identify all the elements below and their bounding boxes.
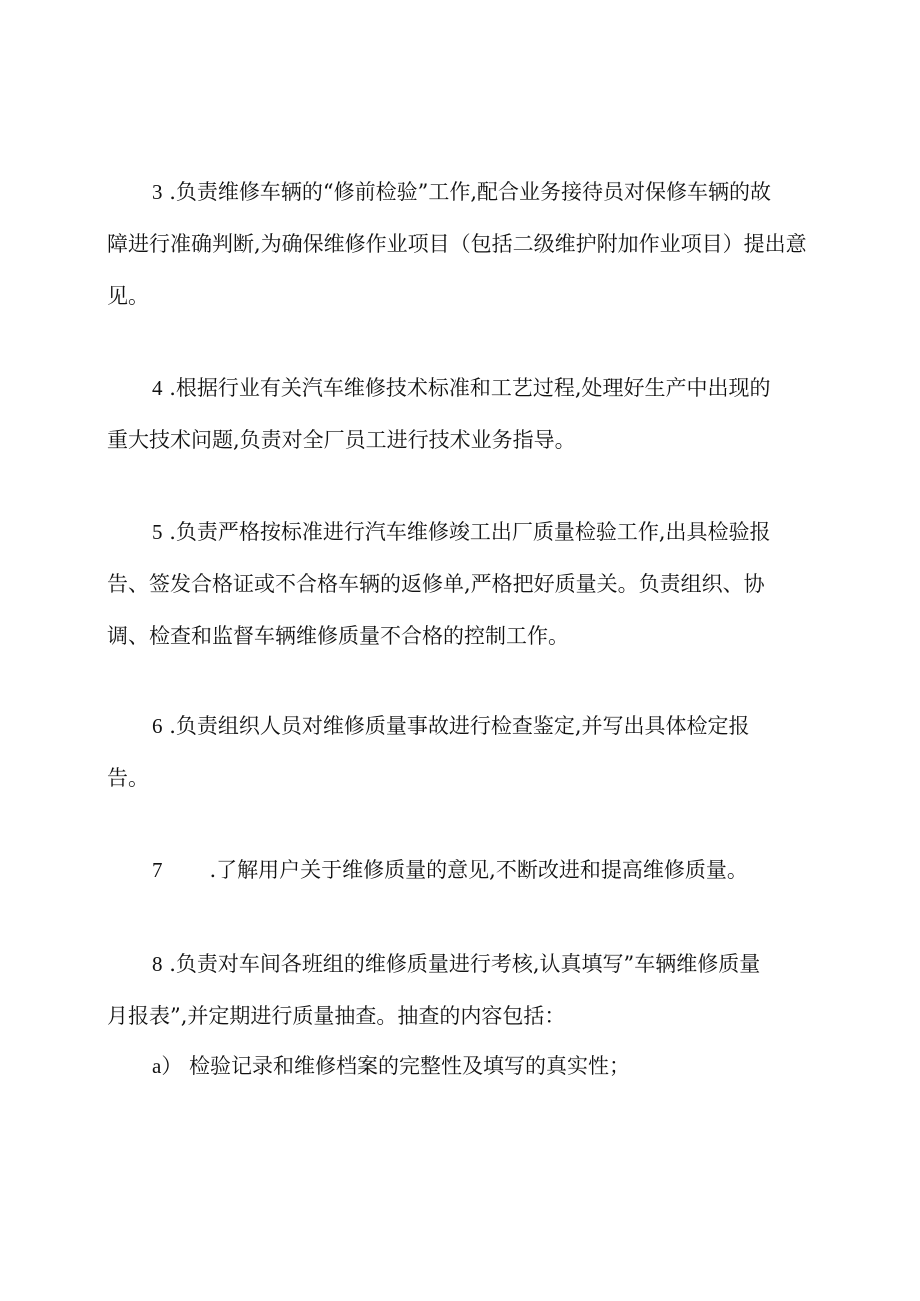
subitem-a-line (107, 1040, 807, 1092)
paragraph-item-5 (107, 506, 807, 662)
item-6-text-line-2: 告。 (107, 766, 149, 790)
item-3-text-line-3: 见。 (107, 284, 149, 308)
item-6-text-line-1: .负责组织人员对维修质量事故进行检查鉴定,并写出具体检定报 (169, 714, 750, 738)
item-5-line-1 (107, 506, 807, 558)
item-8-text-line-1: .负责对车间各班组的维修质量进行考核,认真填写”车辆维修质量 (169, 952, 761, 976)
item-4-line-1 (107, 362, 807, 414)
item-3-text-line-2: 障进行准确判断,为确保维修作业项目（包括二级维护附加作业项目）提出意 (107, 232, 807, 256)
paragraph-item-8 (107, 938, 807, 1042)
paragraph-subitem-a (107, 1040, 807, 1092)
subitem-a-marker: a） (152, 1054, 183, 1078)
item-5-text-line-3: 调、检查和监督车辆维修质量不合格的控制工作。 (107, 624, 569, 648)
item-3-number: 3 (152, 180, 163, 204)
item-7-text-line-1: .了解用户关于维修质量的意见,不断改进和提高维修质量。 (209, 858, 748, 882)
item-5-text-line-2: 告、签发合格证或不合格车辆的返修单,严格把好质量关。负责组织、协 (107, 572, 765, 596)
paragraph-item-6 (107, 700, 807, 804)
item-4-text-line-1: .根据行业有关汽车维修技术标准和工艺过程,处理好生产中出现的 (169, 376, 771, 400)
item-3-text-line-1: .负责维修车辆的“修前检验”工作,配合业务接待员对保修车辆的故 (169, 180, 772, 204)
item-7-number: 7 (152, 858, 163, 882)
paragraph-item-7 (107, 844, 807, 896)
item-8-number: 8 (152, 952, 163, 976)
subitem-a-text: 检验记录和维修档案的完整性及填写的真实性； (189, 1054, 631, 1078)
item-7-line-1 (107, 844, 807, 896)
item-6-line-1 (107, 700, 807, 752)
item-8-line-1 (107, 938, 807, 990)
item-4-number: 4 (152, 376, 163, 400)
item-4-text-line-2: 重大技术问题,负责对全厂员工进行技术业务指导。 (107, 428, 576, 452)
item-5-text-line-1: .负责严格按标准进行汽车维修竣工出厂质量检验工作,出具检验报 (169, 520, 771, 544)
item-3-line-1 (107, 166, 807, 218)
item-8-text-line-2: 月报表”,并定期进行质量抽查。抽查的内容包括： (107, 1004, 566, 1028)
paragraph-item-3 (107, 166, 807, 322)
item-5-number: 5 (152, 520, 163, 544)
paragraph-item-4 (107, 362, 807, 466)
item-6-number: 6 (152, 714, 163, 738)
